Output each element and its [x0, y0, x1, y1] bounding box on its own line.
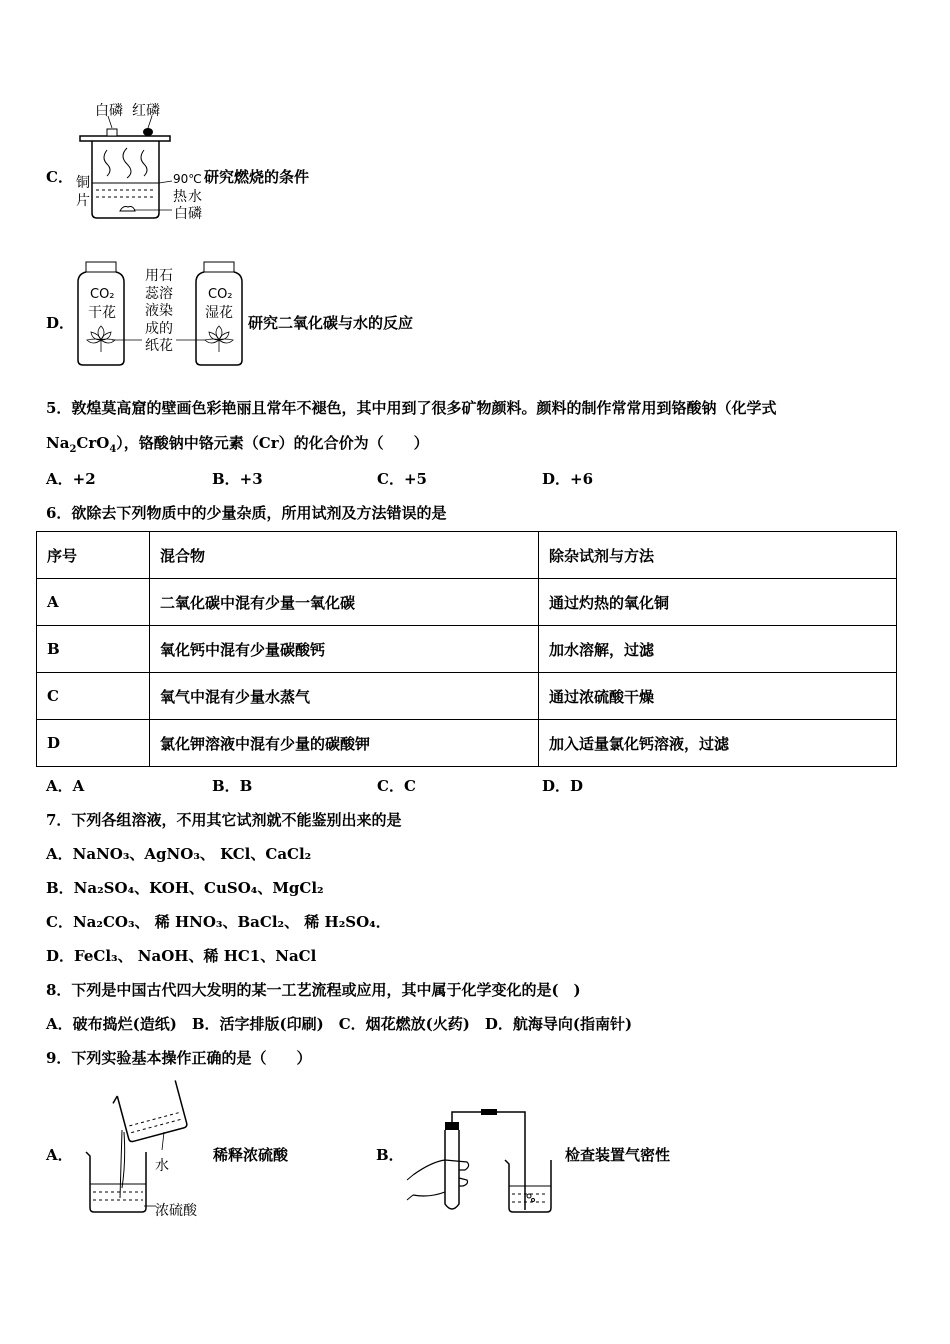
q5-option-d[interactable]: D．+6 [542, 470, 594, 488]
option-d-letter: D． [46, 314, 75, 332]
q8-options[interactable]: A．破布捣烂(造纸) B．活字排版(印刷) C．烟花燃放(火药) D．航海导向(指南针) [46, 1015, 633, 1033]
q8-stem: 8．下列是中国古代四大发明的某一工艺流程或应用，其中属于化学变化的是( ) [46, 981, 581, 999]
option-c-description: 研究燃烧的条件 [204, 168, 310, 186]
q6-table [36, 531, 897, 767]
q6-option-b[interactable]: B．B [212, 777, 253, 795]
q5-option-c[interactable]: C．+5 [377, 470, 427, 488]
q5-option-a[interactable]: A．+2 [46, 470, 96, 488]
table-header-row [37, 532, 897, 579]
q9-option-a-letter[interactable]: A． [46, 1146, 73, 1164]
red-phosphorus-label: 红磷 [132, 103, 160, 119]
table-cell: 氧化钙中混有少量碳酸钙 [150, 626, 539, 673]
table-header-cell: 序号 [37, 532, 150, 579]
right-jar-co2: CO₂ [208, 287, 233, 302]
dilute-acid-figure [80, 1080, 210, 1220]
table-cell: C [37, 673, 150, 720]
table-cell: A [37, 579, 150, 626]
table-row [37, 579, 897, 626]
hot-water-label-2: 水 [188, 189, 202, 205]
copper-label-1: 铜 [76, 175, 90, 191]
conc-acid-label: 浓硫酸 [155, 1203, 197, 1219]
option-c-letter: C． [46, 168, 73, 186]
right-jar-wet-flower: 湿花 [205, 305, 233, 321]
table-header-cell: 混合物 [150, 532, 539, 579]
table-cell: 加入适量氯化钙溶液，过滤 [539, 720, 897, 767]
left-jar-dry-flower: 干花 [88, 305, 116, 321]
airtightness-check-figure [405, 1100, 560, 1220]
q6-option-a[interactable]: A．A [46, 777, 85, 795]
q5-stem-line2: $Na_2CrO_4$），铬酸钠中铬元素（Cr）的化合价为（ ） [46, 434, 429, 455]
q7-option-d[interactable]: D．FeCl₃、 NaOH、稀 HC1、NaCl [46, 947, 317, 965]
q6-stem: 6．欲除去下列物质中的少量杂质，所用试剂及方法错误的是 [46, 504, 447, 522]
table-row [37, 626, 897, 673]
table-cell: 氧气中混有少量水蒸气 [150, 673, 539, 720]
q5-option-b[interactable]: B．+3 [212, 470, 263, 488]
table-header-cell: 除杂试剂与方法 [539, 532, 897, 579]
hot-water-label-1: 热 [173, 189, 187, 205]
table-row [37, 673, 897, 720]
table-cell: 二氧化碳中混有少量一氧化碳 [150, 579, 539, 626]
table-row [37, 720, 897, 767]
table-cell: B [37, 626, 150, 673]
left-jar-co2: CO₂ [90, 287, 115, 302]
table-cell: D [37, 720, 150, 767]
table-cell: 通过浓硫酸干燥 [539, 673, 897, 720]
copper-label-2: 片 [76, 193, 90, 209]
table-cell: 氯化钾溶液中混有少量的碳酸钾 [150, 720, 539, 767]
q9-option-b-description: 检查装置气密性 [565, 1146, 671, 1164]
q6-option-d[interactable]: D．D [542, 777, 584, 795]
table-cell: 通过灼热的氧化铜 [539, 579, 897, 626]
water-label: 水 [155, 1158, 169, 1174]
q7-option-b[interactable]: B．Na₂SO₄、KOH、CuSO₄、MgCl₂ [46, 879, 324, 897]
q9-option-a-description: 稀释浓硫酸 [213, 1146, 289, 1164]
q5-stem-line1: 5．敦煌莫高窟的壁画色彩艳丽且常年不褪色，其中用到了很多矿物颜料。颜料的制作常常用到铬酸钠（化学式 [46, 399, 777, 417]
q9-option-b-letter[interactable]: B． [376, 1146, 404, 1164]
q9-stem: 9．下列实验基本操作正确的是（ ） [46, 1049, 312, 1067]
option-d-description: 研究二氧化碳与水的反应 [248, 314, 414, 332]
white-phosphorus-bottom-label: 白磷 [174, 206, 202, 222]
table-cell: 加水溶解，过滤 [539, 626, 897, 673]
q6-option-c[interactable]: C．C [377, 777, 416, 795]
q7-stem: 7．下列各组溶液，不用其它试剂就不能鉴别出来的是 [46, 811, 402, 829]
q7-option-c[interactable]: C．Na₂CO₃、 稀 HNO₃、BaCl₂、 稀 H₂SO₄． [46, 913, 391, 931]
white-phosphorus-label: 白磷 [95, 103, 123, 119]
q7-option-a[interactable]: A．NaNO₃、AgNO₃、 KCl、CaCl₂ [46, 845, 312, 863]
temperature-label: 90℃ [173, 172, 202, 186]
litmus-flower-label: 用石 蕊溶 液染 成的 纸花 [145, 268, 173, 354]
